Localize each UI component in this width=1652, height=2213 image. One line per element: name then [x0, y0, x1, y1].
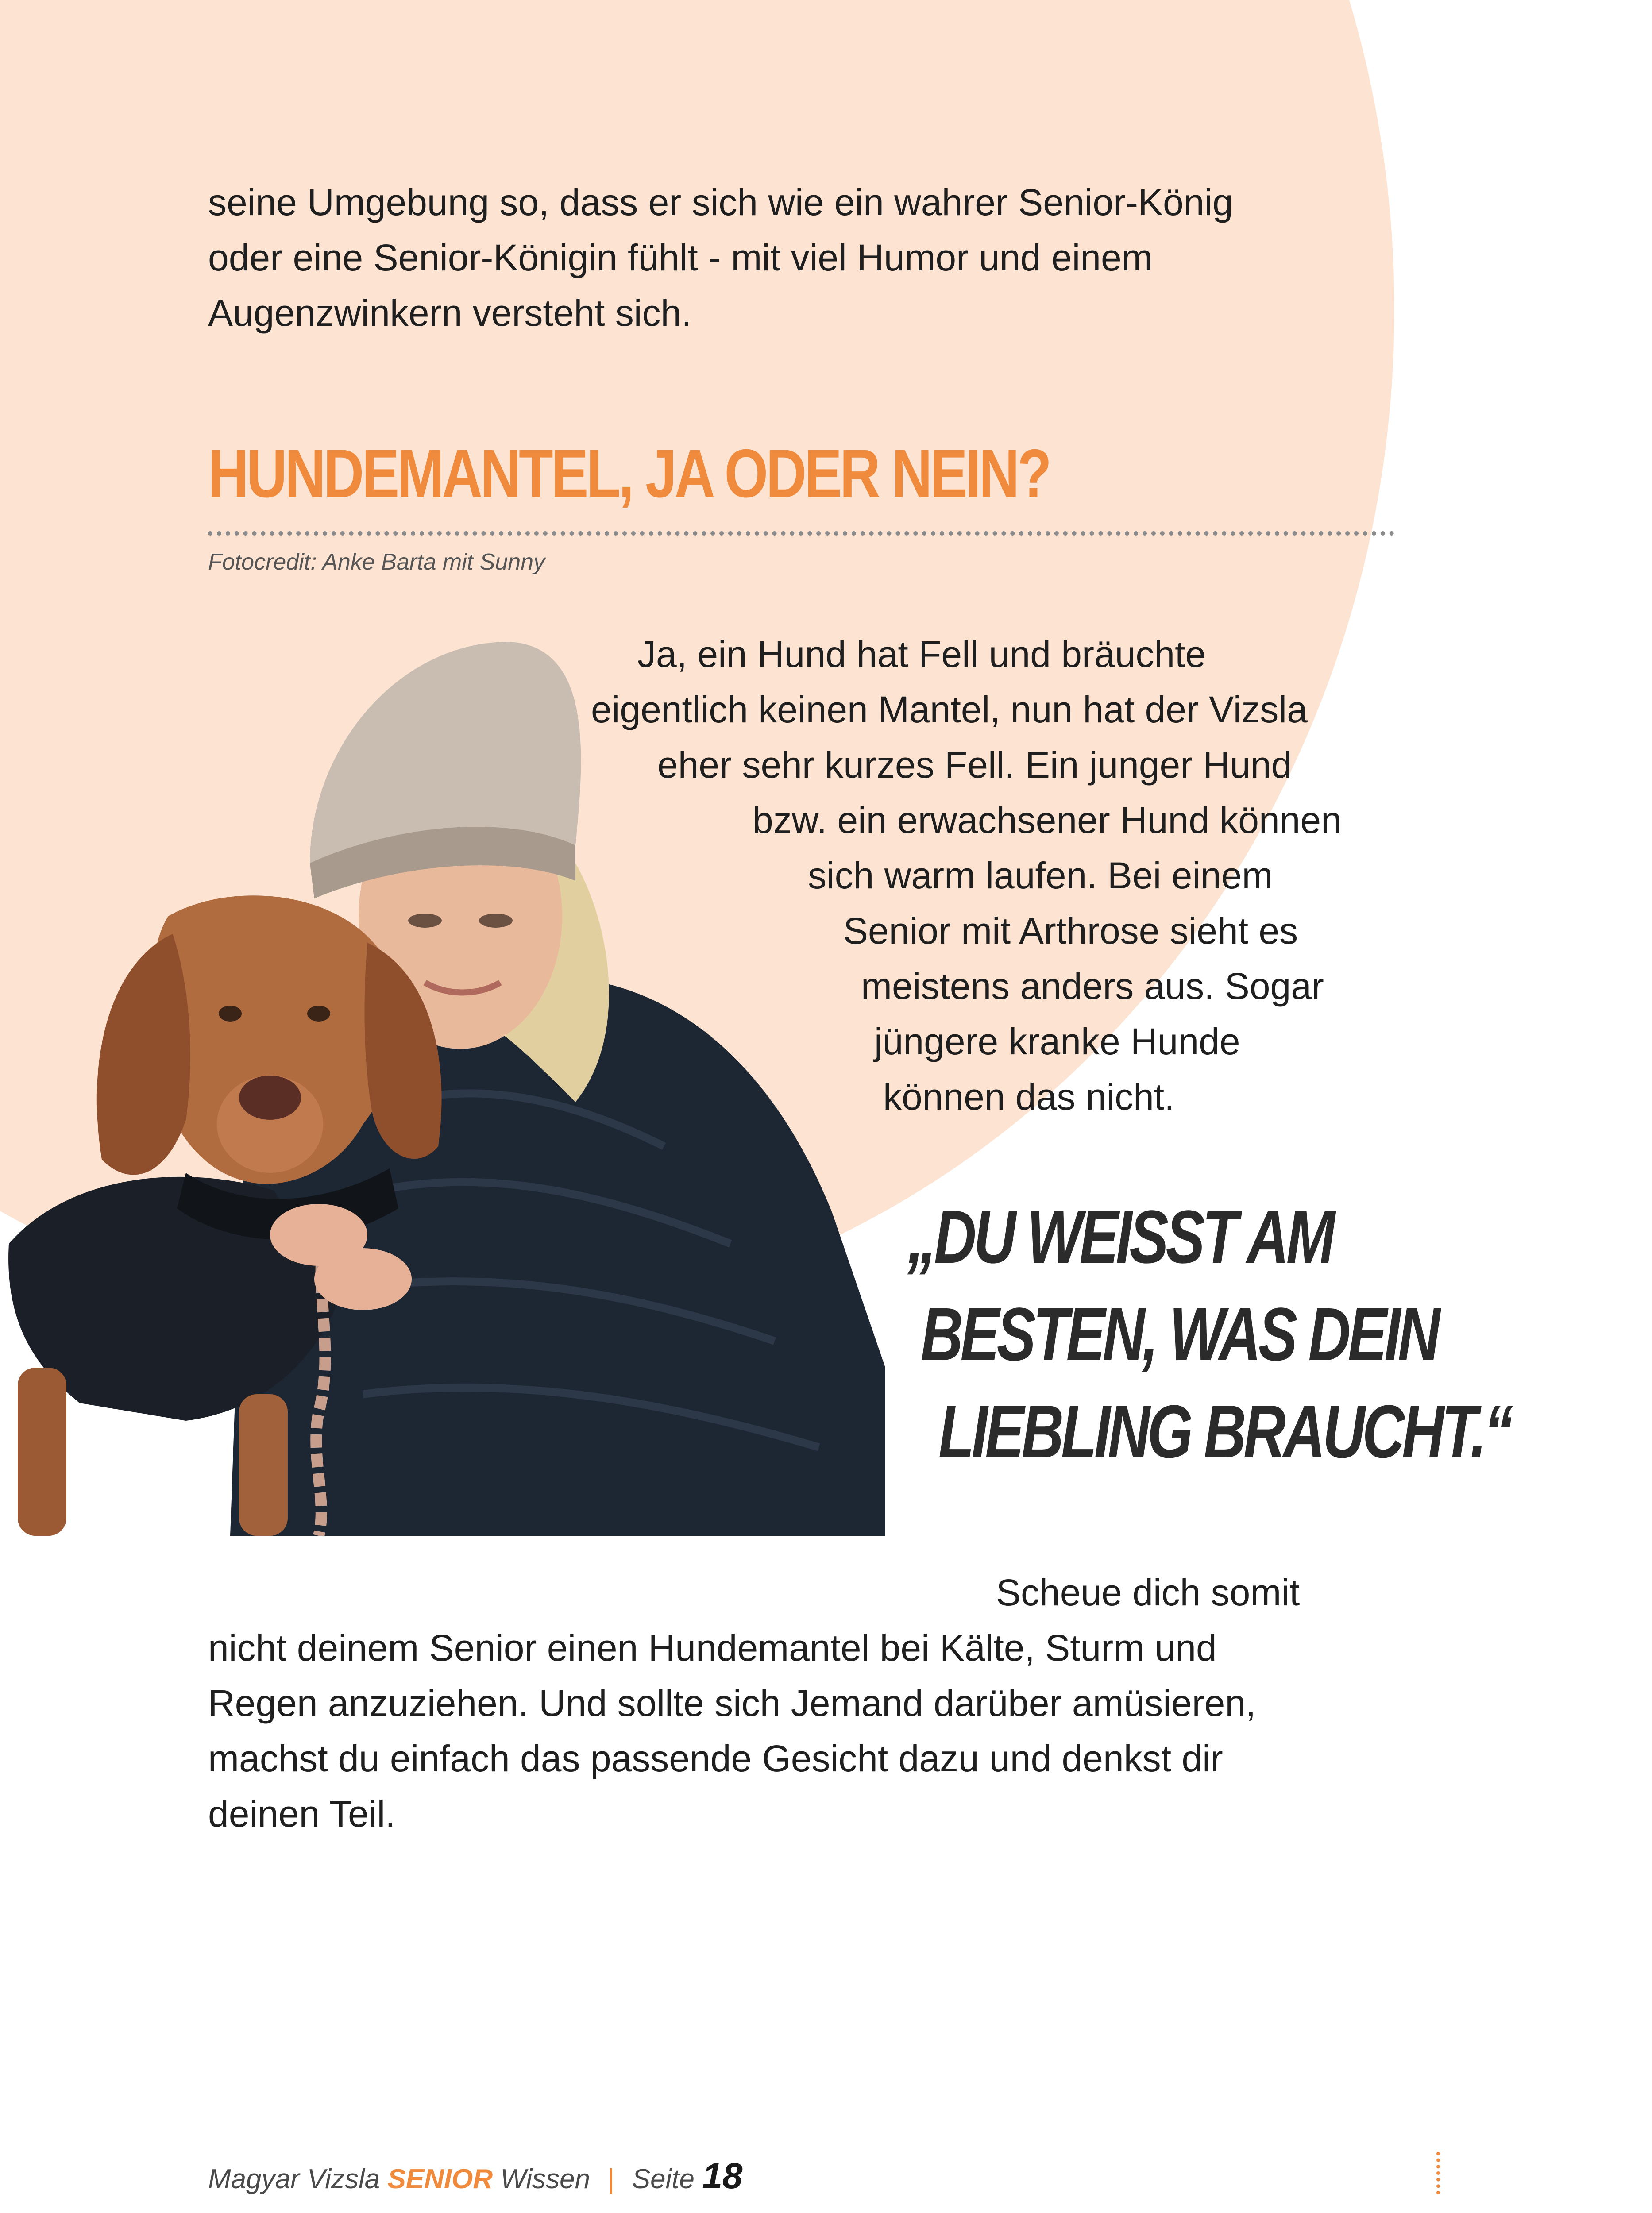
wrap-line: können das nicht.: [883, 1076, 1175, 1118]
intro-paragraph: [208, 175, 1381, 341]
wrap-line: Ja, ein Hund hat Fell und bräuchte: [637, 633, 1206, 675]
pull-quote-line: BESTEN, WAS DEIN: [921, 1292, 1438, 1376]
intro-line: seine Umgebung so, dass er sich wie ein wahrer Senior-König: [208, 181, 1233, 223]
wrap-line: eigentlich keinen Mantel, nun hat der Vizsla: [591, 689, 1308, 730]
wrap-line: Senior mit Arthrose sieht es: [843, 910, 1298, 952]
pull-quote-line: LIEBLING BRAUCHT.“: [938, 1390, 1511, 1474]
closing-line: deinen Teil.: [208, 1793, 396, 1835]
pull-quote-line: „DU WEISST AM: [907, 1195, 1332, 1279]
page-number: 18: [702, 2156, 743, 2196]
dotted-divider: [208, 531, 1394, 536]
footer-prefix: Magyar Vizsla: [208, 2164, 380, 2194]
footer-suffix: Wissen: [500, 2164, 591, 2194]
intro-line: Augenzwinkern versteht sich.: [208, 292, 692, 334]
closing-line: Regen anzuziehen. Und sollte sich Jemand darüber amüsieren,: [208, 1682, 1256, 1724]
footer-separator: |: [607, 2164, 615, 2194]
wrap-line: sich warm laufen. Bei einem: [808, 855, 1273, 896]
page-footer: [208, 2155, 743, 2197]
wrap-line: meistens anders aus. Sogar: [861, 965, 1324, 1007]
wrap-line: bzw. ein erwachsener Hund können: [753, 799, 1342, 841]
closing-line: nicht deinem Senior einen Hundemantel bei Kälte, Sturm und: [208, 1627, 1217, 1669]
footer-accent: SENIOR: [387, 2164, 493, 2194]
section-heading: HUNDEMANTEL, JA ODER NEIN?: [208, 435, 1050, 512]
wrap-line: eher sehr kurzes Fell. Ein junger Hund: [657, 744, 1292, 786]
wrap-line: jüngere kranke Hunde: [874, 1021, 1240, 1062]
footer-dotted-marker: [1436, 2152, 1440, 2194]
closing-line: Scheue dich somit: [996, 1572, 1300, 1613]
footer-page-label: Seite: [632, 2164, 695, 2194]
photo-credit: Fotocredit: Anke Barta mit Sunny: [208, 549, 545, 575]
closing-line: machst du einfach das passende Gesicht dazu und denkst dir: [208, 1738, 1223, 1779]
intro-line: oder eine Senior-Königin fühlt - mit viel Humor und einem: [208, 237, 1153, 278]
